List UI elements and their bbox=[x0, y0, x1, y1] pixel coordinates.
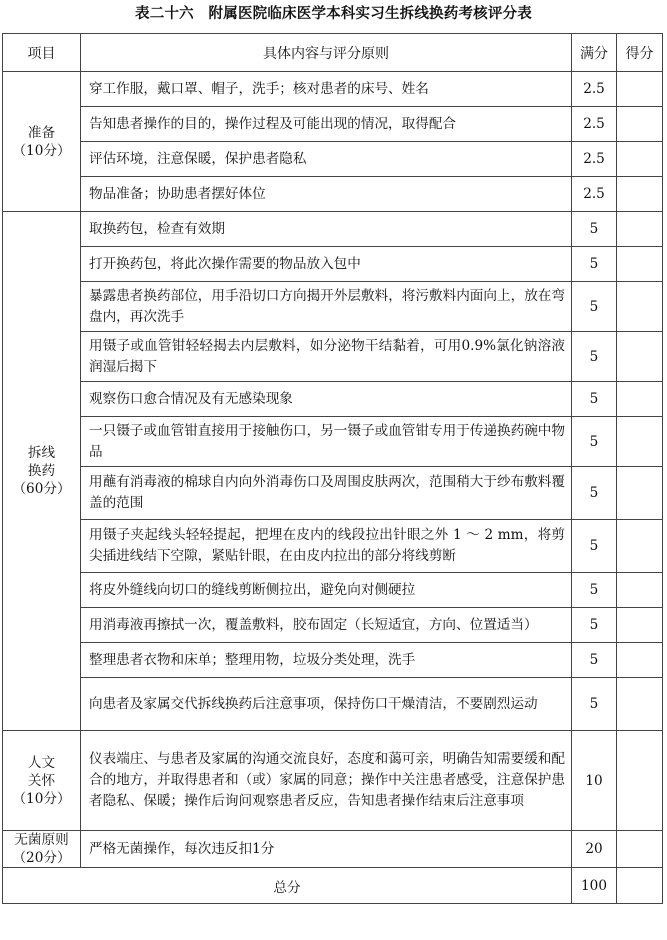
category-label: （20分） bbox=[12, 850, 71, 866]
obtained-score-cell[interactable] bbox=[617, 177, 663, 212]
full-score: 5 bbox=[572, 573, 617, 608]
full-score: 5 bbox=[572, 212, 617, 247]
table-row bbox=[3, 467, 663, 520]
full-score: 5 bbox=[572, 282, 617, 332]
total-row bbox=[3, 868, 663, 904]
table-row bbox=[3, 417, 663, 467]
criteria-text: 物品准备；协助患者摆好体位 bbox=[81, 177, 572, 212]
full-score: 5 bbox=[572, 382, 617, 417]
obtained-score-cell[interactable] bbox=[617, 467, 663, 520]
criteria-text: 告知患者操作的目的，操作过程及可能出现的情况，取得配合 bbox=[81, 107, 572, 142]
category-label: 人文 bbox=[27, 754, 56, 771]
obtained-score-cell[interactable] bbox=[617, 831, 663, 868]
obtained-score-cell[interactable] bbox=[617, 608, 663, 643]
criteria-text: 将皮外缝线向切口的缝线剪断侧拉出，避免向对侧硬拉 bbox=[81, 573, 572, 608]
table-row bbox=[3, 72, 663, 107]
full-score: 5 bbox=[572, 417, 617, 467]
total-obtained-cell[interactable] bbox=[617, 868, 663, 904]
criteria-text: 穿工作服，戴口罩、帽子，洗手；核对患者的床号、姓名 bbox=[81, 72, 572, 107]
table-row bbox=[3, 142, 663, 177]
header-full-score: 满分 bbox=[572, 34, 617, 72]
full-score: 10 bbox=[572, 731, 617, 831]
category-cell bbox=[3, 731, 81, 831]
category-label: 无菌原则 bbox=[14, 832, 69, 848]
table-row bbox=[3, 247, 663, 282]
table-row bbox=[3, 107, 663, 142]
table-row bbox=[3, 520, 663, 573]
criteria-text: 整理患者衣物和床单；整理用物，垃圾分类处理，洗手 bbox=[81, 643, 572, 678]
criteria-text: 用消毒液再擦拭一次，覆盖敷料，胶布固定（长短适宜，方向、位置适当） bbox=[81, 608, 572, 643]
criteria-text: 向患者及家属交代拆线换药后注意事项，保持伤口干燥清洁，不要剧烈运动 bbox=[81, 678, 572, 731]
full-score: 2.5 bbox=[572, 72, 617, 107]
header-item: 项目 bbox=[3, 34, 81, 72]
obtained-score-cell[interactable] bbox=[617, 282, 663, 332]
full-score: 5 bbox=[572, 608, 617, 643]
obtained-score-cell[interactable] bbox=[617, 643, 663, 678]
obtained-score-cell[interactable] bbox=[617, 382, 663, 417]
scoring-table bbox=[2, 33, 663, 904]
header-content: 具体内容与评分原则 bbox=[81, 34, 572, 72]
table-row bbox=[3, 177, 663, 212]
category-label: 换药 bbox=[27, 463, 56, 479]
full-score: 5 bbox=[572, 467, 617, 520]
obtained-score-cell[interactable] bbox=[617, 573, 663, 608]
category-cell bbox=[3, 831, 81, 868]
criteria-text: 用镊子或血管钳轻轻揭去内层敷料，如分泌物干结黏着，可用0.9%氯化钠溶液润湿后揭下 bbox=[81, 332, 572, 382]
obtained-score-cell[interactable] bbox=[617, 247, 663, 282]
obtained-score-cell[interactable] bbox=[617, 417, 663, 467]
table-row bbox=[3, 643, 663, 678]
table-row bbox=[3, 831, 663, 868]
total-label: 总分 bbox=[3, 868, 572, 904]
category-cell bbox=[3, 212, 81, 731]
full-score: 5 bbox=[572, 678, 617, 731]
full-score: 5 bbox=[572, 332, 617, 382]
category-label: 关怀 bbox=[27, 772, 56, 789]
obtained-score-cell[interactable] bbox=[617, 72, 663, 107]
table-row bbox=[3, 382, 663, 417]
full-score: 2.5 bbox=[572, 177, 617, 212]
category-label: （10分） bbox=[12, 790, 71, 807]
full-score: 2.5 bbox=[572, 107, 617, 142]
criteria-text: 取换药包，检查有效期 bbox=[81, 212, 572, 247]
criteria-text: 评估环境，注意保暖，保护患者隐私 bbox=[81, 142, 572, 177]
criteria-text: 一只镊子或血管钳直接用于接触伤口，另一镊子或血管钳专用于传递换药碗中物品 bbox=[81, 417, 572, 467]
criteria-text: 用蘸有消毒液的棉球自内向外消毒伤口及周围皮肤两次，范围稍大于纱布敷料覆盖的范围 bbox=[81, 467, 572, 520]
table-row bbox=[3, 608, 663, 643]
table-row bbox=[3, 212, 663, 247]
table-row bbox=[3, 282, 663, 332]
obtained-score-cell[interactable] bbox=[617, 212, 663, 247]
category-label: （60分） bbox=[12, 481, 71, 497]
header-row bbox=[3, 34, 663, 72]
category-label: 准备 bbox=[27, 124, 56, 141]
category-cell bbox=[3, 72, 81, 212]
full-score: 2.5 bbox=[572, 142, 617, 177]
category-label: （10分） bbox=[12, 142, 71, 159]
criteria-text: 打开换药包，将此次操作需要的物品放入包中 bbox=[81, 247, 572, 282]
full-score: 5 bbox=[572, 643, 617, 678]
table-row bbox=[3, 573, 663, 608]
table-row bbox=[3, 678, 663, 731]
full-score: 20 bbox=[572, 831, 617, 868]
category-label: 拆线 bbox=[27, 445, 56, 461]
criteria-text: 观察伤口愈合情况及有无感染现象 bbox=[81, 382, 572, 417]
criteria-text: 暴露患者换药部位，用手沿切口方向揭开外层敷料，将污敷料内面向上，放在弯盘内，再次洗手 bbox=[81, 282, 572, 332]
table-row bbox=[3, 731, 663, 831]
full-score: 5 bbox=[572, 520, 617, 573]
criteria-text: 严格无菌操作，每次违反扣1分 bbox=[81, 831, 572, 868]
header-obtained-score: 得分 bbox=[617, 34, 663, 72]
obtained-score-cell[interactable] bbox=[617, 731, 663, 831]
table-row bbox=[3, 332, 663, 382]
total-score: 100 bbox=[572, 868, 617, 904]
criteria-text: 用镊子夹起线头轻轻提起，把埋在皮内的线段拉出针眼之外 1 ～ 2 mm，将剪尖插进线结下空隙，紧贴针眼，在由皮内拉出的部分将线剪断 bbox=[81, 520, 572, 573]
obtained-score-cell[interactable] bbox=[617, 520, 663, 573]
table-title: 表二十六 附属医院临床医学本科实习生拆线换药考核评分表 bbox=[135, 6, 532, 22]
full-score: 5 bbox=[572, 247, 617, 282]
obtained-score-cell[interactable] bbox=[617, 332, 663, 382]
criteria-text: 仪表端庄、与患者及家属的沟通交流良好，态度和蔼可亲，明确告知需要缓和配合的地方，并取得患者和（或）家属的同意；操作中关注患者感受，注意保护患者隐私、保暖；操作后询问观察患者反应，告知患者操作结束后注意事项 bbox=[81, 731, 572, 831]
obtained-score-cell[interactable] bbox=[617, 107, 663, 142]
obtained-score-cell[interactable] bbox=[617, 678, 663, 731]
obtained-score-cell[interactable] bbox=[617, 142, 663, 177]
